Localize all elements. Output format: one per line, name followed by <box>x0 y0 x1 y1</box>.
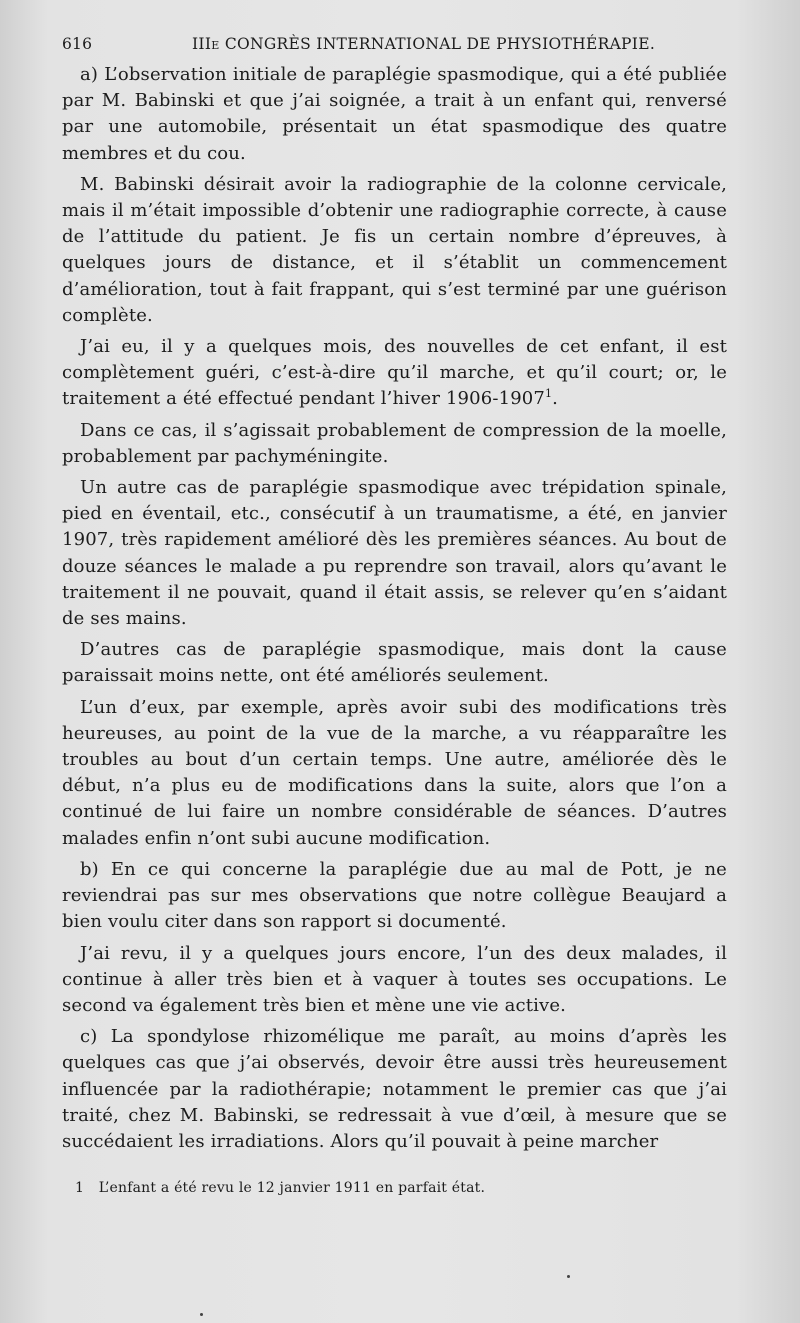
paragraph-babinski-radiographie: M. Babinski désirait avoir la radiographie de la colonne cervicale, mais il m’était impossible d’obtenir une radiographie correcte, à cause de l’attitude du patient. Je fis un certain nombre d’épreuves, à quelques jours de distance, et il s’établit un commencement d’amélioration, tout à fait frappant, qui s’est terminé par une guérison complète. <box>62 173 727 326</box>
paragraph-spondylose: c) La spondylose rhizomélique me paraît, au moins d’après les quelques cas que j’ai observés, devoir être aussi très heureusement influencée par la radiothérapie; notamment le premier cas que j’ai traité, chez M. Babinski, se redressait à vue d’œil, à mesure que se succédaient les irradiations. Alors qu’il pouvait à peine marcher <box>62 1026 727 1152</box>
paragraph-mal-de-pott: b) En ce qui concerne la paraplégie due au mal de Pott, je ne reviendrai pas sur mes observations que notre collègue Beaujard a bien voulu citer dans son rapport si documenté. <box>62 858 727 933</box>
footnote-text: L’enfant a été revu le 12 janvier 1911 en parfait état. <box>98 1180 486 1196</box>
running-head: IIIe CONGRÈS INTERNATIONAL DE PHYSIOTHÉRAPIE. <box>192 35 656 53</box>
footnote <box>75 1178 485 1198</box>
paragraph-autre-cas: Un autre cas de paraplégie spasmodique avec trépidation spinale, pied en éventail, etc., consécutif à un traumatisme, a été, en janvier 1907, très rapidement amélioré dès les premières séances. Au bout de douze séances le malade a pu reprendre son travail, alors qu’avant le traitement il ne pouvait, quand il était assis, se relever qu’en s’aidant de ses mains. <box>62 477 727 630</box>
page-number: 616 <box>62 35 93 53</box>
paragraph-observation-initiale: a) L’observation initiale de paraplégie spasmodique, qui a été publiée par M. Babinski et que j’ai soignée, a trait à un enfant qui, renversé par une automobile, présentait un état spasmodique des quatre membres et du cou. <box>62 64 727 164</box>
paragraph-nouvelles-enfant: J’ai eu, il y a quelques mois, des nouvelles de cet enfant, il est complètement guéri, c’est-à-dire qu’il marche, et qu’il court; or, le traitement a été effectué pendant l’hiver 1906-1907$^1$. <box>62 336 727 410</box>
page-header <box>62 33 722 55</box>
body-text <box>62 62 727 1160</box>
paragraph-autres-cas: D’autres cas de paraplégie spasmodique, mais dont la cause paraissait moins nette, ont été améliorés seulement. <box>62 639 727 687</box>
scan-speck <box>200 1313 203 1316</box>
footnote-reference: 1 <box>545 387 553 401</box>
footnote-number: 1 <box>75 1180 85 1196</box>
paragraph-exemple: L’un d’eux, par exemple, après avoir subi des modifications très heureuses, au point de la vue de la marche, a vu réapparaître les troubles au bout d’un certain temps. Une autre, améliorée dès le début, n’a plus eu de modifications dans la suite, alors que l’on a continué de lui faire un nombre considérable de séances. D’autres malades enfin n’ont subi aucune modification. <box>62 696 727 849</box>
paragraph-revu-malades: J’ai revu, il y a quelques jours encore, l’un des deux malades, il continue à aller très bien et à vaquer à toutes ses occupations. Le second va également très bien et mène une vie active. <box>62 942 727 1016</box>
paragraph-nouvelles-enfant-text: J’ai eu, il y a quelques mois, des nouvelles de cet enfant, il est complètement guéri, c’est-à-dire qu’il marche, et qu’il court; or, le traitement a été effectué pendant l’hiver 1906-1907 <box>62 336 727 410</box>
scan-speck <box>567 1275 570 1278</box>
paragraph-compression-moelle: Dans ce cas, il s’agissait probablement de compression de la moelle, probablement par pachyméningite. <box>62 419 727 467</box>
